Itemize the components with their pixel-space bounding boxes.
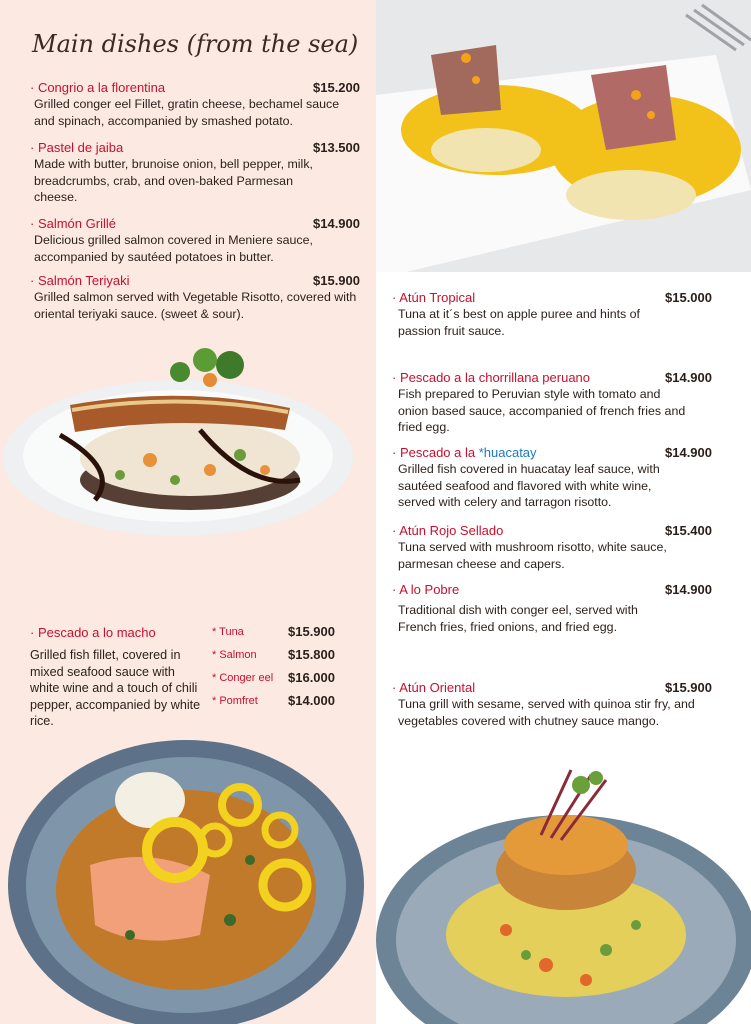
dish-name-prefix: · Pescado a la <box>392 445 479 460</box>
dish-name: · A lo Pobre <box>392 582 460 597</box>
dish-price: $15.400 <box>665 523 712 538</box>
dish-name: · Pescado a la chorrillana peruano <box>392 370 591 385</box>
option-price: $16.000 <box>288 670 335 685</box>
dish-price: $15.000 <box>665 290 712 305</box>
menu-item <box>30 80 360 129</box>
menu-item <box>392 680 712 729</box>
dish-description: Made with butter, brunoise onion, bell pepper, milk, breadcrumbs, crab, and oven-baked Parmesan cheese. <box>34 157 313 205</box>
dish-price: $14.900 <box>665 582 712 597</box>
dish-description: Tuna at it´s best on apple puree and hints of passion fruit sauce. <box>398 307 641 338</box>
dish-name: · Atún Oriental <box>392 680 476 695</box>
dish-name: · Salmón Teriyaki <box>30 273 130 288</box>
dish-description: Tuna grill with sesame, served with quinoa stir fry, and vegetables covered with chutney sauce mango. <box>398 697 695 728</box>
dish-description: Grilled conger eel Fillet, gratin cheese, bechamel sauce and spinach, accompanied by smashed potato. <box>34 97 340 128</box>
menu-item <box>392 523 712 572</box>
menu-item <box>392 582 712 635</box>
dish-price: $14.900 <box>313 216 360 231</box>
dish-name: · Atún Tropical <box>392 290 476 305</box>
menu-item <box>30 140 360 206</box>
dish-description: Grilled fish fillet, covered in mixed seafood sauce with white wine and a touch of chili pepper, accompanied by white rice. <box>30 648 201 729</box>
option-price: $15.800 <box>288 647 335 662</box>
dish-name: · Pastel de jaiba <box>30 140 124 155</box>
dish-name: · Atún Rojo Sellado <box>392 523 504 538</box>
dish-name <box>392 445 712 461</box>
menu-item <box>392 370 712 436</box>
dish-price: $15.900 <box>665 680 712 695</box>
macho-dish-photo <box>0 735 376 1024</box>
dish-price: $15.200 <box>313 80 360 95</box>
tuna-oriental-photo <box>376 750 751 1024</box>
dish-description: Grilled salmon served with Vegetable Risotto, covered with oriental teriyaki sauce. (sweet & sour). <box>34 290 357 321</box>
dish-price: $15.900 <box>313 273 360 288</box>
dish-description: Tuna served with mushroom risotto, white sauce, parmesan cheese and capers. <box>398 540 667 571</box>
menu-item <box>30 216 360 265</box>
salmon-dish-photo <box>0 330 376 560</box>
dish-price: $14.900 <box>665 370 712 385</box>
option-name: * Conger eel <box>212 672 274 684</box>
option-price: $15.900 <box>288 624 335 639</box>
menu-item <box>392 445 712 511</box>
dish-price: $14.900 <box>665 445 712 460</box>
menu-item-macho <box>30 625 210 730</box>
menu-item <box>30 273 360 322</box>
menu-item <box>392 290 712 339</box>
dish-description: Fish prepared to Peruvian style with tomato and onion based sauce, accompanied of french fries and fried egg. <box>398 387 686 435</box>
dish-name: · Salmón Grillé <box>30 216 116 231</box>
dish-price: $13.500 <box>313 140 360 155</box>
section-title: Main dishes (from the sea) <box>32 30 359 58</box>
dish-description: Delicious grilled salmon covered in Meniere sauce, accompanied by sautéed potatoes in butter. <box>34 233 313 264</box>
option-name: * Salmon <box>212 649 257 661</box>
dish-description: Grilled fish covered in huacatay leaf sauce, with sautéed seafood and flavored with white wine, served with celery and tarragon risotto. <box>398 462 660 510</box>
dish-description: Traditional dish with conger eel, served with French fries, fried onions, and fried egg. <box>398 603 638 634</box>
option-price: $14.000 <box>288 693 335 708</box>
dish-name-highlight: *huacatay <box>478 445 537 460</box>
option-name: * Tuna <box>212 626 244 638</box>
dish-name: · Pescado a lo macho <box>30 625 156 640</box>
dish-name: · Congrio a la florentina <box>30 80 166 95</box>
tuna-tropical-photo <box>376 0 751 272</box>
option-name: * Pomfret <box>212 695 258 707</box>
